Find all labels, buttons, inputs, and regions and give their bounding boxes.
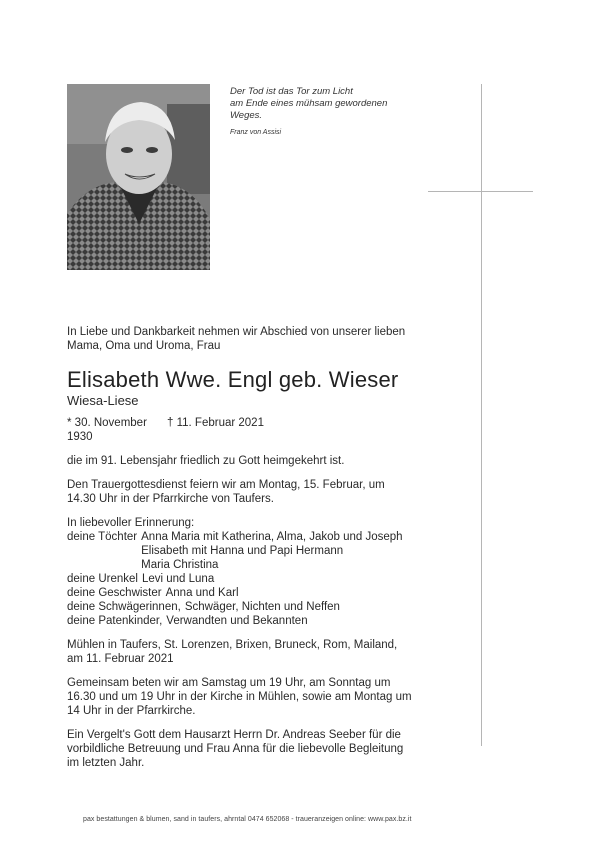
quote-author: Franz von Assisi xyxy=(230,129,282,136)
family-role: deine Schwägerinnen, xyxy=(67,601,181,613)
prayer-line: 16.30 und um 19 Uhr in der Kirche in Mühlen, sowie am Montag um xyxy=(67,691,412,703)
place-line: am 11. Februar 2021 xyxy=(67,653,174,665)
prayer-line: Gemeinsam beten wir am Samstag um 19 Uhr, am Sonntag um xyxy=(67,677,391,689)
thanks-line: im letzten Jahr. xyxy=(67,757,145,769)
prayer-text xyxy=(67,676,429,718)
birth-date: * 30. November 1930 xyxy=(67,417,147,443)
deceased-name: Elisabeth Wwe. Engl geb. Wieser xyxy=(67,367,399,392)
funeral-text xyxy=(67,478,429,506)
family-row xyxy=(67,530,429,572)
family-member-line: Maria Christina xyxy=(141,559,219,571)
place-line: Mühlen in Taufers, St. Lorenzen, Brixen, Bruneck, Rom, Mailand, xyxy=(67,639,398,651)
family-row xyxy=(67,614,429,628)
cross-horizontal-line xyxy=(428,191,533,192)
quote-block xyxy=(230,86,430,139)
memory-heading: In liebevoller Erinnerung: xyxy=(67,517,195,529)
family-members: Anna und Karl xyxy=(165,587,239,599)
place-date-text xyxy=(67,638,429,666)
thanks-line: vorbildliche Betreuung und Frau Anna für die liebevolle Begleitung xyxy=(67,743,404,755)
family-members: Schwäger, Nichten und Neffen xyxy=(184,601,340,613)
quote-line: am Ende eines mühsam gewordenen xyxy=(230,98,388,109)
footer-imprint: pax bestattungen & blumen, sand in taufers, ahrntal 0474 652068 - traueranzeigen online: www.pax.bz.it xyxy=(83,816,412,823)
portrait-image xyxy=(67,84,210,270)
funeral-line: 14.30 Uhr in der Pfarrkirche von Taufers. xyxy=(67,493,274,505)
prayer-line: 14 Uhr in der Pfarrkirche. xyxy=(67,705,196,717)
family-member-line: Elisabeth mit Hanna und Papi Hermann xyxy=(141,545,344,557)
intro-text xyxy=(67,325,429,353)
portrait-photo xyxy=(67,84,210,270)
life-dates xyxy=(67,416,429,444)
deceased-nickname: Wiesa-Liese xyxy=(67,393,139,408)
quote-line: Der Tod ist das Tor zum Licht xyxy=(230,86,353,97)
family-members: Levi und Luna xyxy=(141,573,215,585)
cross-vertical-line xyxy=(481,84,482,746)
funeral-line: Den Trauergottesdienst feiern wir am Montag, 15. Februar, um xyxy=(67,479,385,491)
passing-text: die im 91. Lebensjahr friedlich zu Gott heimgekehrt ist. xyxy=(67,455,345,467)
thanks-text xyxy=(67,728,429,770)
intro-line: In Liebe und Dankbarkeit nehmen wir Abschied von unserer lieben xyxy=(67,326,406,338)
death-date: † 11. Februar 2021 xyxy=(167,417,264,429)
intro-line: Mama, Oma und Uroma, Frau xyxy=(67,340,221,352)
thanks-line: Ein Vergelt's Gott dem Hausarzt Herrn Dr. Andreas Seeber für die xyxy=(67,729,401,741)
family-role: deine Geschwister xyxy=(67,587,162,599)
family-row xyxy=(67,600,429,614)
family-members: Verwandten und Bekannten xyxy=(166,615,308,627)
family-row xyxy=(67,586,429,600)
family-member-line: Anna Maria mit Katherina, Alma, Jakob und Joseph xyxy=(141,531,403,543)
family-members xyxy=(137,530,402,572)
family-role: deine Urenkel xyxy=(67,573,138,585)
obituary-text xyxy=(67,325,429,770)
family-list xyxy=(67,530,429,628)
quote-line: Weges. xyxy=(230,110,263,121)
family-row xyxy=(67,572,429,586)
family-role: deine Töchter xyxy=(67,531,138,543)
family-role: deine Patenkinder, xyxy=(67,615,163,627)
